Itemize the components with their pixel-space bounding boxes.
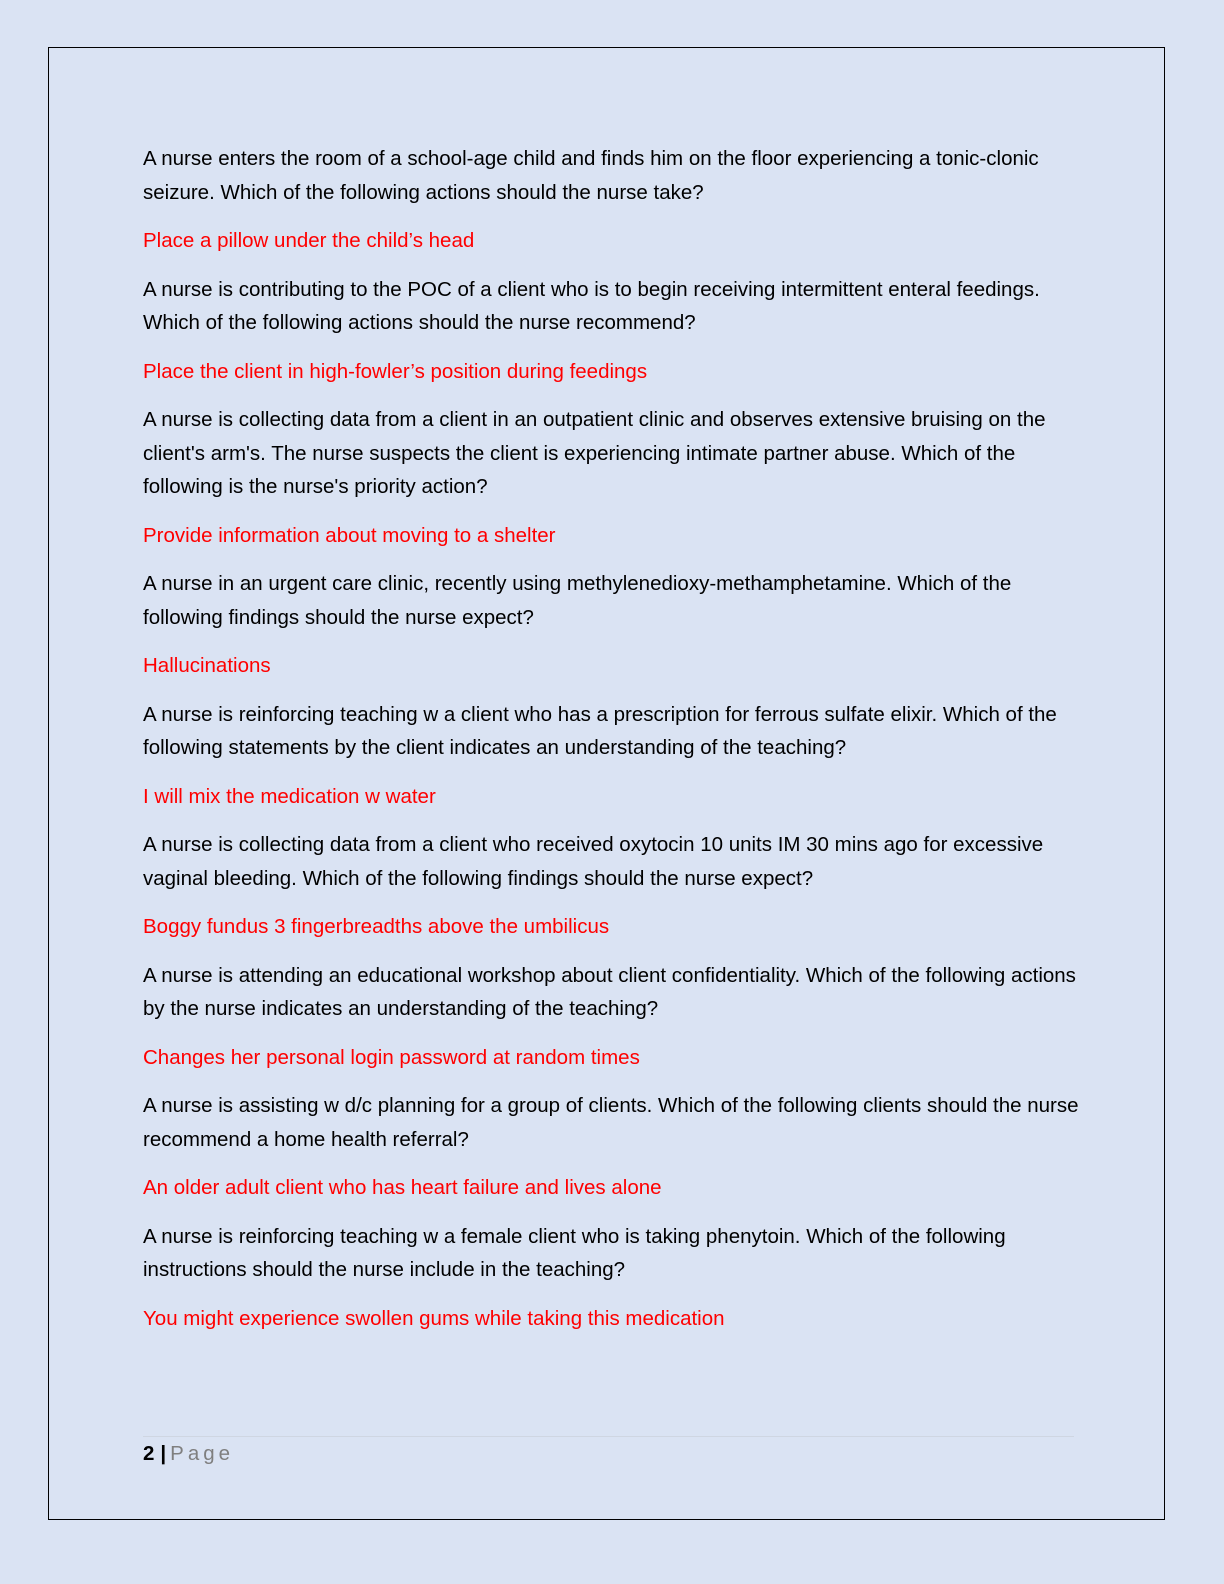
document-body	[143, 142, 1083, 1350]
question-text: A nurse is contributing to the POC of a client who is to begin receiving intermittent enteral feedings. Which of the following actions should the nurse recommend?	[143, 277, 1040, 334]
answer-text: Provide information about moving to a shelter	[143, 523, 556, 547]
question-text: A nurse is attending an educational workshop about client confidentiality. Which of the following actions by the nurse indicates an understanding of the teaching?	[143, 963, 1076, 1020]
question-text: A nurse enters the room of a school-age child and finds him on the floor experiencing a tonic-clonic seizure. Which of the following actions should the nurse take?	[143, 147, 1039, 204]
page-label: Page	[170, 1442, 235, 1465]
footer-divider	[143, 1436, 1074, 1437]
question-text: A nurse is assisting w d/c planning for a group of clients. Which of the following clients should the nurse recommend a home health referral?	[143, 1094, 1079, 1151]
answer-text: I will mix the medication w water	[143, 784, 436, 808]
page-number: 2	[143, 1442, 155, 1465]
answer-text: Boggy fundus 3 fingerbreadths above the umbilicus	[143, 915, 610, 938]
question-text: A nurse is reinforcing teaching w a client who has a prescription for ferrous sulfate elixir. Which of the following statements by the client indicates an understanding of the teaching?	[143, 702, 1057, 759]
question-text: A nurse in an urgent care clinic, recently using methylenedioxy-methamphetamine. Which of the following findings should the nurse expect?	[143, 572, 1012, 629]
footer-separator: |	[160, 1442, 167, 1465]
question-text: A nurse is reinforcing teaching w a female client who is taking phenytoin. Which of the following instructions should the nurse include in the teaching?	[143, 1224, 1006, 1281]
page-footer	[143, 1440, 234, 1468]
question-text: A nurse is collecting data from a client who received oxytocin 10 units IM 30 mins ago for excessive vaginal bleeding. Which of the following findings should the nurse expect?	[143, 833, 1044, 890]
question-text: A nurse is collecting data from a client in an outpatient clinic and observes extensive bruising on the client's arm's. The nurse suspects the client is experiencing intimate partner abuse. Which of the following is the nurse's priority action?	[143, 408, 1046, 498]
answer-text: Hallucinations	[143, 654, 271, 677]
answer-text: Changes her personal login password at random times	[143, 1045, 640, 1069]
answer-text: Place a pillow under the child’s head	[143, 229, 475, 252]
answer-text: An older adult client who has heart failure and lives alone	[143, 1176, 662, 1199]
answer-text: Place the client in high-fowler’s position during feedings	[143, 359, 648, 383]
answer-text: You might experience swollen gums while taking this medication	[143, 1306, 725, 1330]
